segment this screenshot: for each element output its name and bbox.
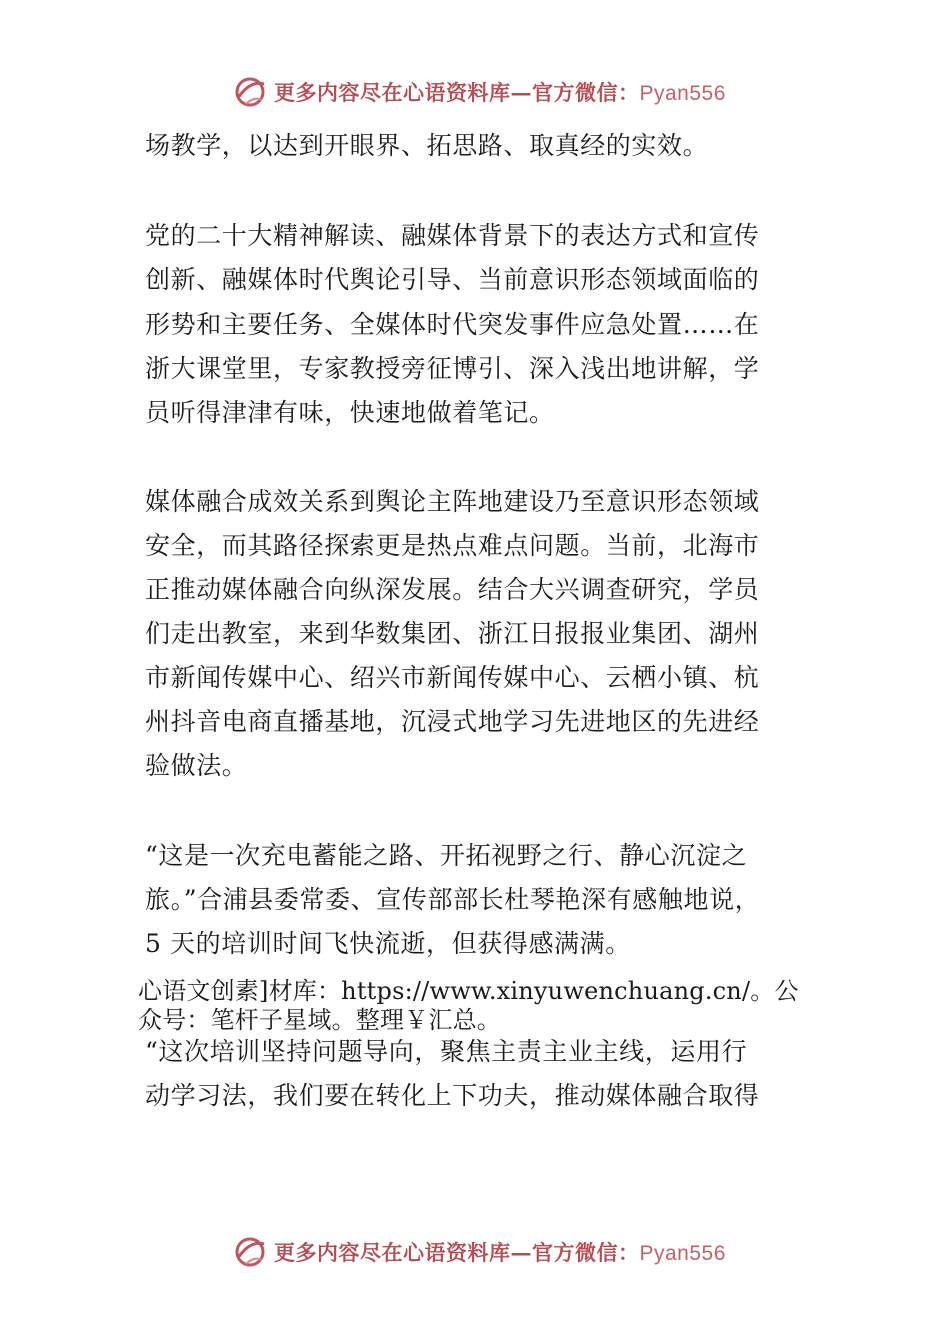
- text-line: 旅。”合浦县委常委、宣传部部长杜琴艳深有感触地说，: [145, 885, 761, 914]
- text-line: 5 天的培训时间飞快流逝，但获得感满满。: [145, 929, 631, 958]
- text-line: 创新、融媒体时代舆论引导、当前意识形态领域面临的: [145, 265, 760, 294]
- text-line: 们走出教室，来到华数集团、浙江日报报业集团、湖州: [145, 619, 760, 648]
- text-line: 浙大课堂里，专家教授旁征博引、深入浅出地讲解，学: [145, 354, 760, 383]
- text-line: 市新闻传媒中心、绍兴市新闻传媒中心、云栖小镇、杭: [145, 663, 760, 692]
- text-line: 形势和主要任务、全媒体时代突发事件应急处置……在: [145, 310, 760, 339]
- text-line: 党的二十大精神解读、融媒体背景下的表达方式和宣传: [145, 221, 760, 250]
- text-line: 场教学，以达到开眼界、拓思路、取真经的实效。: [145, 131, 709, 160]
- header-watermark: [232, 72, 726, 112]
- watermark-id: Pyan556: [639, 1242, 726, 1265]
- text-line: 员听得津津有味，快速地做着笔记。: [145, 398, 555, 427]
- source-note-line: 心语文创素]材库：https://www.xinyuwenchuang.cn/。公: [138, 977, 799, 1005]
- watermark-text: 更多内容尽在心语资料库—官方微信：: [274, 1240, 640, 1265]
- watermark-id: Pyan556: [639, 82, 726, 105]
- source-note-line: 众号：笔杆子星域。整理￥汇总。: [138, 1006, 501, 1034]
- text-line: “这是一次充电蓄能之路、开拓视野之行、静心沉淀之: [145, 841, 748, 870]
- text-line: 正推动媒体融合向纵深发展。结合大兴调查研究，学员: [145, 575, 760, 604]
- footer-watermark: [232, 1232, 726, 1272]
- text-line: 安全，而其路径探索更是热点难点问题。当前，北海市: [145, 531, 760, 560]
- text-line: 媒体融合成效关系到舆论主阵地建设乃至意识形态领域: [145, 487, 760, 516]
- text-line: 验做法。: [145, 751, 248, 780]
- logo-icon: [232, 74, 268, 110]
- text-line: 动学习法，我们要在转化上下功夫，推动媒体融合取得: [145, 1081, 760, 1110]
- logo-icon: [232, 1234, 268, 1270]
- text-line: 州抖音电商直播基地，沉浸式地学习先进地区的先进经: [145, 707, 760, 736]
- text-line: “这次培训坚持问题导向，聚焦主责主业主线，运用行: [145, 1037, 748, 1066]
- watermark-text: 更多内容尽在心语资料库—官方微信：: [274, 80, 640, 105]
